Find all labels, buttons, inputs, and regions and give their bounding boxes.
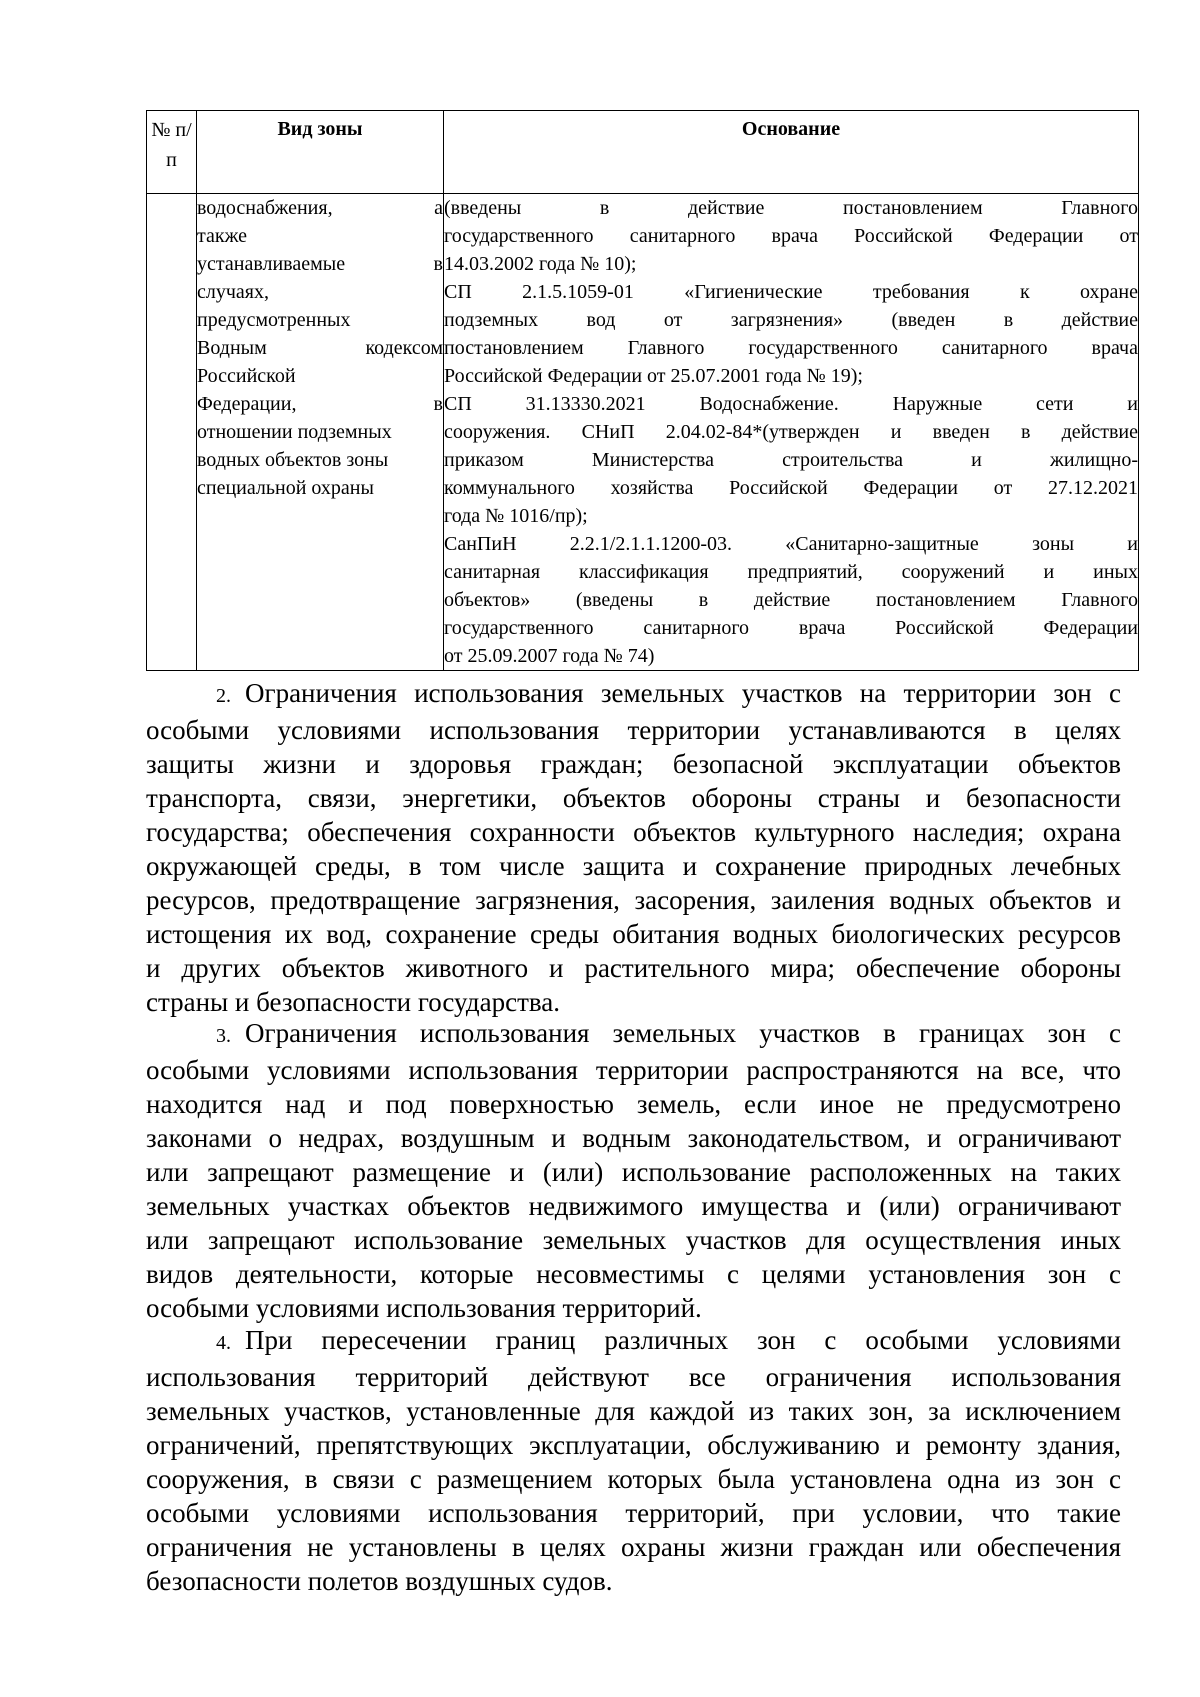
paragraph-2 — [146, 676, 1121, 1019]
basis-line: коммунального хозяйства Российской Федерации от 27.12.2021 — [444, 477, 1138, 499]
paragraph-line: особыми условиями использования территории распространяются на все, что — [146, 1055, 1121, 1085]
basis-line: постановлением Главного государственного санитарного врача — [444, 337, 1138, 359]
basis-line: 14.03.2002 года № 10); — [444, 253, 637, 275]
basis-line: (введены в действие постановлением Главного — [444, 197, 1138, 219]
paragraph-number: 2. — [216, 685, 231, 707]
basis-line: государственного санитарного врача Российской Федерации от — [444, 225, 1138, 247]
paragraph-line: окружающей среды, в том числе защита и сохранение природных лечебных — [146, 851, 1121, 881]
basis-line: подземных вод от загрязнения» (введен в действие — [444, 309, 1138, 331]
paragraph-line: особыми условиями использования территорий, при условии, что такие — [146, 1498, 1121, 1528]
paragraph-line: государства; обеспечения сохранности объектов культурного наследия; охрана — [146, 817, 1121, 847]
zone-line: также — [197, 225, 248, 247]
paragraph-line: находится над и под поверхностью земель, если иное не предусмотрено — [146, 1089, 1121, 1119]
paragraph-line: 4. При пересечении границ различных зон с особыми условиями — [146, 1323, 1121, 1360]
zone-line: Федерации, в — [197, 393, 443, 415]
basis-line: от 25.09.2007 года № 74) — [444, 645, 655, 667]
zone-line: случаях, — [197, 281, 269, 303]
paragraph-line: ресурсов, предотвращение загрязнения, засорения, заиления водных объектов и — [146, 885, 1121, 915]
basis-line: приказом Министерства строительства и жилищно- — [444, 449, 1138, 471]
paragraph-line: ограничений, препятствующих эксплуатации, обслуживанию и ремонту здания, — [146, 1430, 1121, 1460]
row-number-cell — [147, 194, 197, 671]
basis-line: сооружения. СНиП 2.04.02-84*(утвержден и введен в действие — [444, 421, 1138, 443]
paragraph-line: земельных участках объектов недвижимого имущества и (или) ограничивают — [146, 1191, 1121, 1221]
zone-line: специальной охраны — [197, 477, 374, 499]
paragraph-line: безопасности полетов воздушных судов. — [146, 1566, 613, 1596]
paragraph-line: транспорта, связи, энергетики, объектов обороны страны и безопасности — [146, 783, 1121, 813]
paragraph-line: или запрещают размещение и (или) использование расположенных на таких — [146, 1157, 1121, 1187]
zone-line: Российской — [197, 365, 296, 387]
table-header-row — [147, 111, 1139, 194]
paragraph-line: 2. Ограничения использования земельных участков на территории зон с — [146, 676, 1121, 713]
paragraph-line: защиты жизни и здоровья граждан; безопасной эксплуатации объектов — [146, 749, 1121, 779]
zone-line: Водным кодексом — [197, 337, 443, 359]
basis-line: года № 1016/пр); — [444, 505, 588, 527]
paragraph-line: использования территорий действуют все ограничения использования — [146, 1362, 1121, 1392]
zone-line: устанавливаемые в — [197, 253, 443, 275]
paragraph-4 — [146, 1323, 1121, 1598]
paragraph-line: особыми условиями использования территории устанавливаются в целях — [146, 715, 1121, 745]
basis-line: государственного санитарного врача Российской Федерации — [444, 617, 1138, 639]
zone-line: предусмотренных — [197, 309, 351, 331]
basis-cell — [444, 194, 1139, 671]
paragraph-line: видов деятельности, которые несовместимы с целями установления зон с — [146, 1259, 1121, 1289]
paragraph-line: 3. Ограничения использования земельных участков в границах зон с — [146, 1016, 1121, 1053]
basis-line: СП 2.1.5.1059-01 «Гигиенические требования к охране — [444, 281, 1138, 303]
zone-type-cell — [197, 194, 444, 671]
header-zone-type: Вид зоны — [197, 111, 444, 194]
paragraph-number: 4. — [216, 1332, 231, 1354]
zone-line: водоснабжения, а — [197, 197, 443, 219]
paragraph-line: страны и безопасности государства. — [146, 987, 560, 1017]
zones-table — [146, 110, 1139, 671]
zone-line: водных объектов зоны — [197, 449, 389, 471]
paragraph-line: ограничения не установлены в целях охраны жизни граждан или обеспечения — [146, 1532, 1121, 1562]
basis-line: СанПиН 2.2.1/2.1.1.1200-03. «Санитарно-защитные зоны и — [444, 533, 1138, 555]
table-row — [147, 194, 1139, 671]
paragraph-line: особыми условиями использования территорий. — [146, 1293, 702, 1323]
header-basis: Основание — [444, 111, 1139, 194]
basis-line: СП 31.13330.2021 Водоснабжение. Наружные сети и — [444, 393, 1138, 415]
paragraph-number: 3. — [216, 1025, 231, 1047]
header-number: № п/п — [147, 111, 197, 194]
zone-line: отношении подземных — [197, 421, 392, 443]
paragraph-line: сооружения, в связи с размещением которых была установлена одна из зон с — [146, 1464, 1121, 1494]
paragraph-line: и других объектов животного и растительного мира; обеспечение обороны — [146, 953, 1121, 983]
basis-line: объектов» (введены в действие постановлением Главного — [444, 589, 1138, 611]
paragraph-3 — [146, 1016, 1121, 1325]
basis-line: санитарная классификация предприятий, сооружений и иных — [444, 561, 1138, 583]
paragraph-line: истощения их вод, сохранение среды обитания водных биологических ресурсов — [146, 919, 1121, 949]
paragraph-line: земельных участков, установленные для каждой из таких зон, за исключением — [146, 1396, 1121, 1426]
paragraph-line: законами о недрах, воздушным и водным законодательством, и ограничивают — [146, 1123, 1121, 1153]
basis-line: Российской Федерации от 25.07.2001 года № 19); — [444, 365, 863, 387]
paragraph-line: или запрещают использование земельных участков для осуществления иных — [146, 1225, 1121, 1255]
